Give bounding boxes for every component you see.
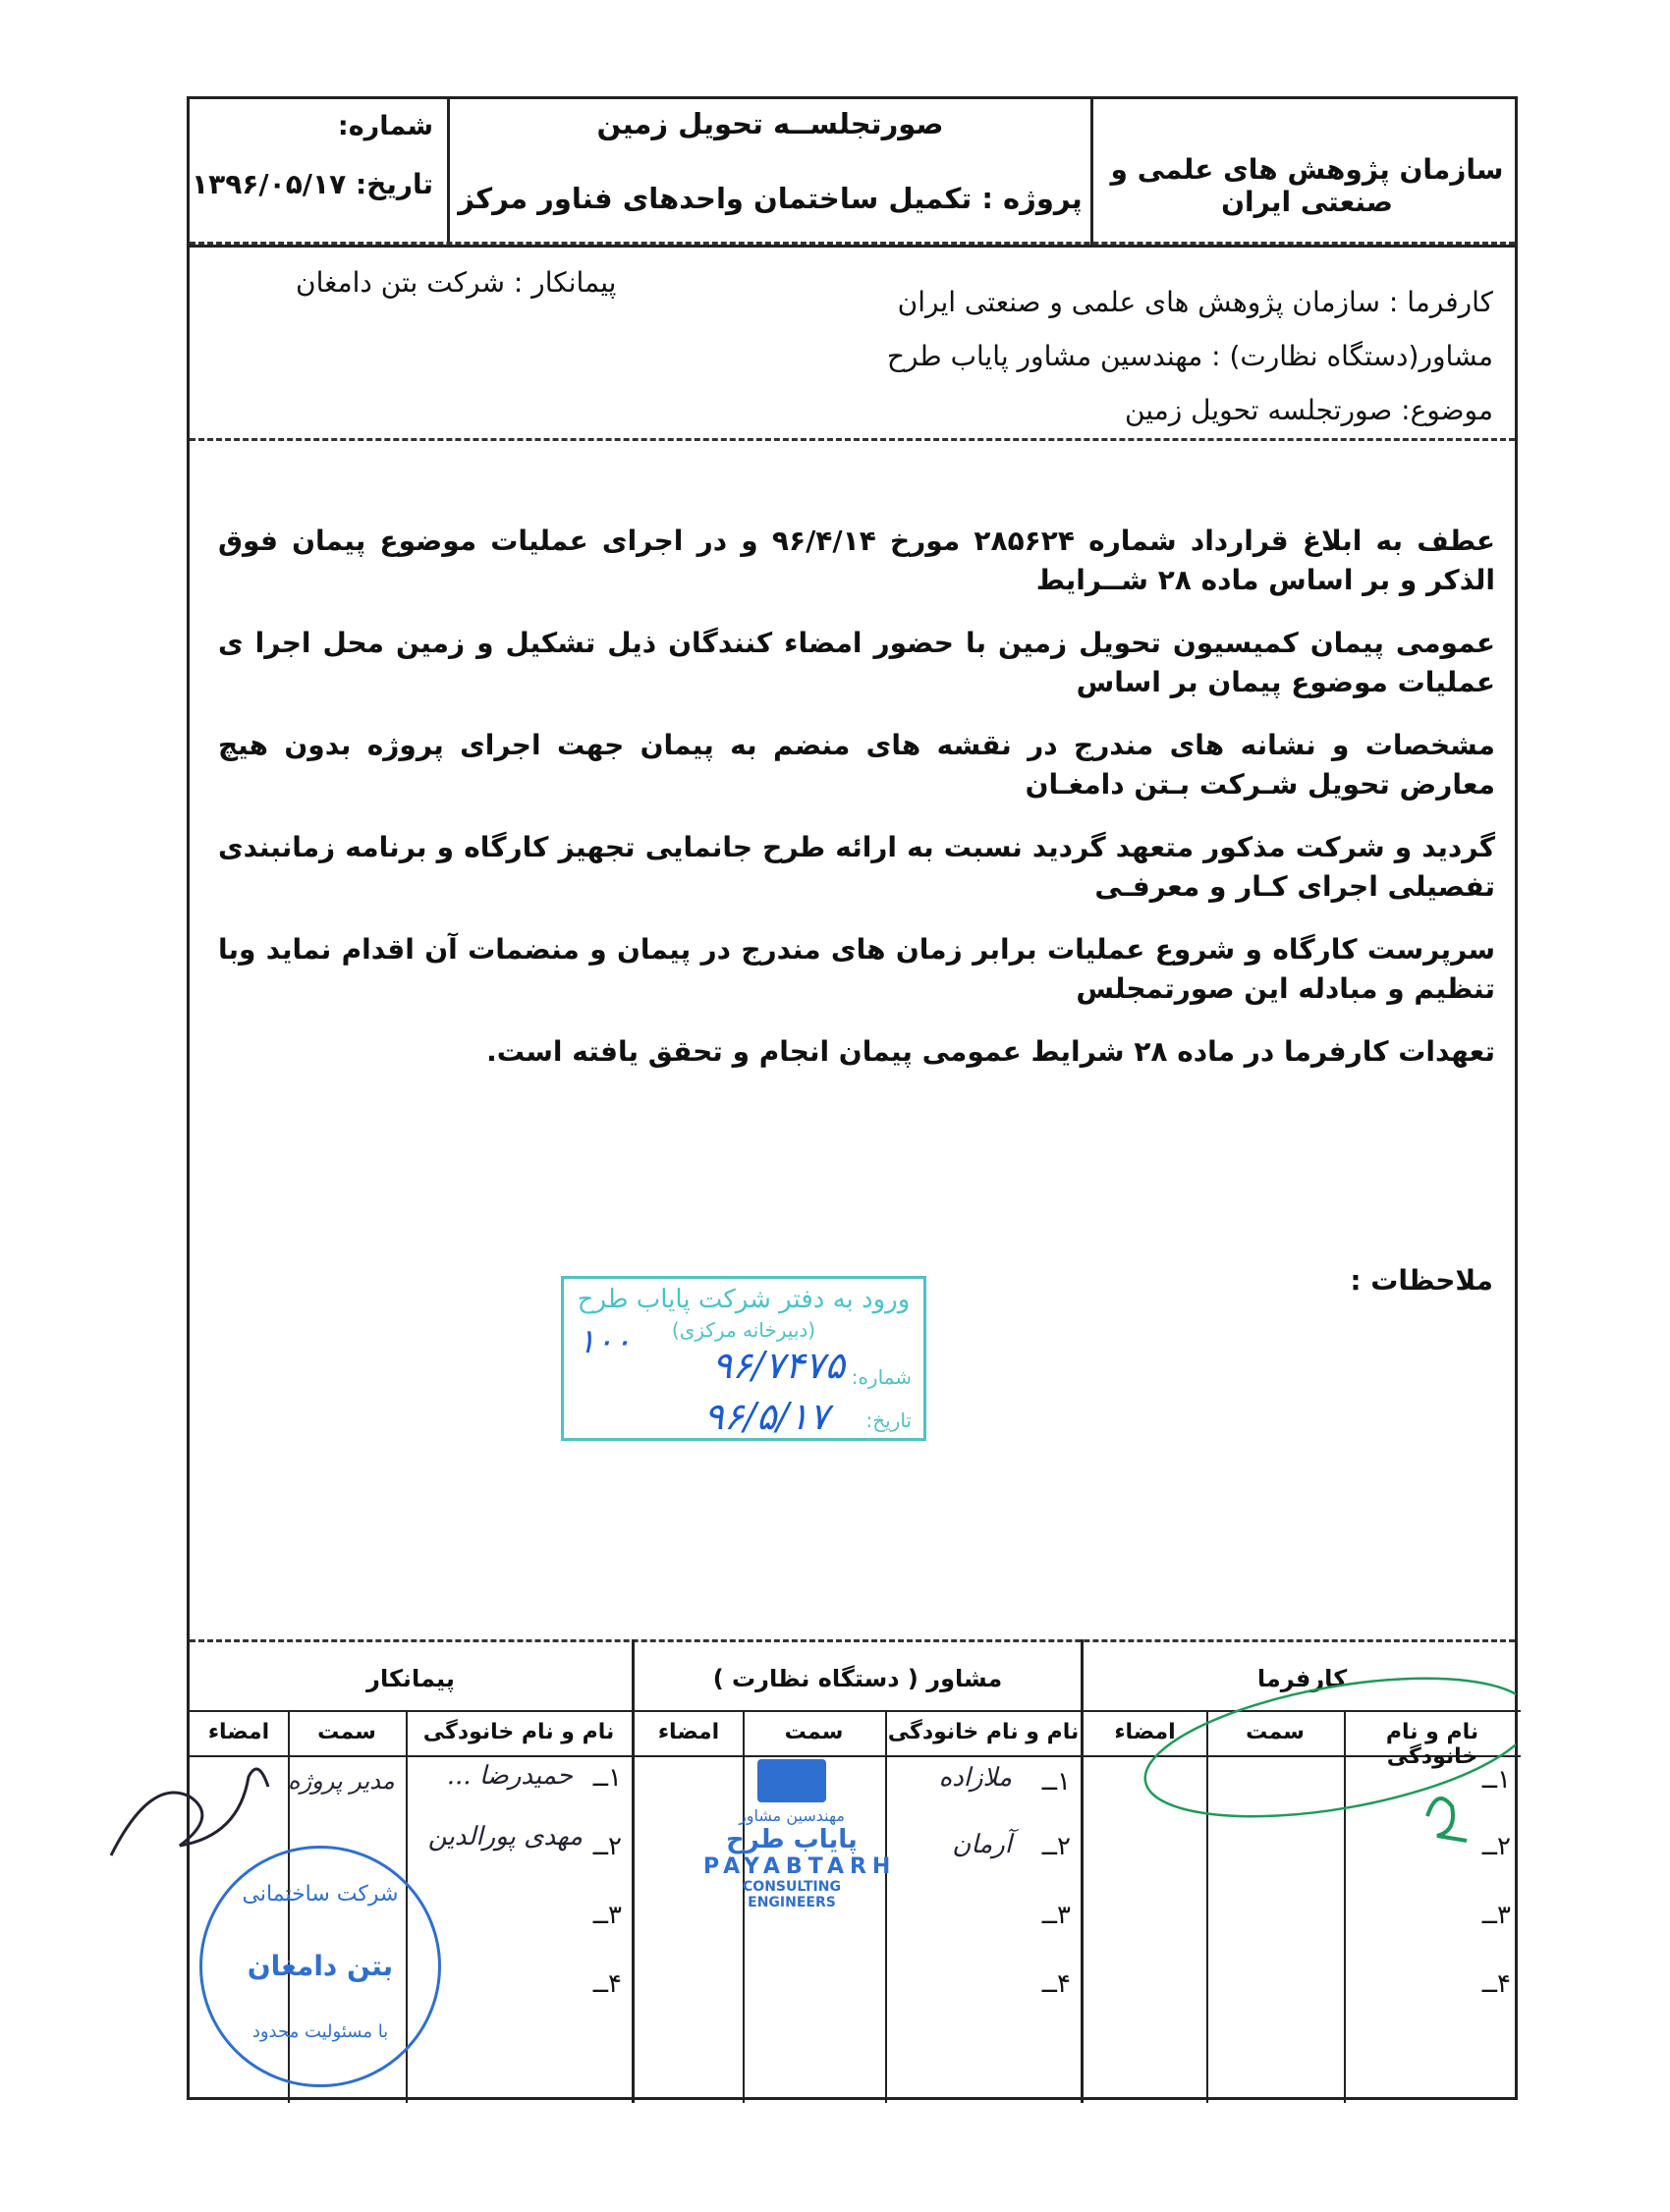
registry-stamp [561, 1276, 926, 1441]
contractor-signature [91, 1747, 288, 1875]
header-number-date-cell [190, 99, 447, 245]
contractor-col-sign: امضاء [207, 1720, 270, 1744]
signature-table [190, 1639, 1515, 2103]
logo-brand: پایاب طرح [726, 1825, 858, 1854]
logo-en1: PAYABTARH [703, 1854, 897, 1879]
stamp-line1: ورود به دفتر شرکت پایاب طرح [577, 1285, 911, 1314]
body-line: عمومی پیمان کمیسیون تحویل زمین با حضور امضاء کنندگان ذیل تشکیل و زمین محل اجرا ی عملیات موضوع پیمان بر اساس [218, 627, 1495, 698]
contractor-row-2: ۲ــ [592, 1832, 622, 1861]
contractor-name-2: مهدی پورالدین [427, 1822, 583, 1852]
consultant-line: مشاور(دستگاه نظارت) : مهندسین مشاور پایاب طرح [886, 340, 1493, 372]
consultant-col-sign: امضاء [657, 1720, 720, 1744]
employer-row-4: ۴ــ [1481, 1969, 1511, 1999]
company-round-stamp [199, 1846, 441, 2087]
stamp-line2: (دبیرخانه مرکزی) [671, 1318, 816, 1342]
round-stamp-line1: شرکت ساختمانی [242, 1882, 399, 1907]
consultant-row-1: ۱ــ [1041, 1767, 1071, 1797]
stamp-date-label: تاریخ: [865, 1409, 912, 1432]
payabtarh-logo [703, 1759, 897, 1910]
contractor-name-1: حمیدرضا ... [446, 1761, 573, 1791]
contractor-row-1: ۱ــ [592, 1763, 622, 1793]
consultant-group-title: مشاور ( دستگاه نظارت ) [712, 1665, 1003, 1692]
employer-col-sign: امضاء [1114, 1720, 1176, 1744]
consultant-header-line [635, 1755, 1081, 1757]
logo-en2: CONSULTING ENGINEERS [743, 1879, 841, 1910]
info-dashed-divider [190, 438, 1515, 441]
employer-row-3: ۳ــ [1481, 1901, 1511, 1930]
logo-mark-icon [757, 1759, 826, 1802]
consultant-col-divider [885, 1710, 887, 2103]
header-title-cell [447, 99, 1090, 245]
contractor-signature-group [190, 1639, 632, 2103]
organization-name: سازمان پژوهش های علمی و صنعتی ایران [1110, 153, 1504, 218]
employer-line: کارفرما : سازمان پژوهش های علمی و صنعتی ایران [897, 286, 1493, 318]
document-page [187, 96, 1518, 2100]
employer-col-role: سمت [1246, 1720, 1305, 1744]
contractor-role: مدیر پروژه [288, 1767, 395, 1795]
date-line: تاریخ: ۱۳۹۶/۰۵/۱۷ [192, 168, 433, 200]
body-line: مشخصات و نشانه های مندرج در نقشه های منضم به پیمان جهت اجرای پروژه بدون هیچ معارض تحویل شـرکت بـتن دامغـان [218, 729, 1495, 801]
body-line: تعهدات کارفرما در ماده ۲۸ شرایط عمومی پیمان انجام و تحقق یافته است. [486, 1035, 1495, 1068]
green-signature-loop [1103, 1669, 1516, 1855]
project-title: پروژه : تکمیل ساختمان واحدهای فناور مرکز [458, 182, 1083, 215]
consultant-row-3: ۳ــ [1041, 1901, 1071, 1930]
header [190, 99, 1515, 248]
employer-signature-group [1084, 1639, 1521, 2103]
consultant-col-name: نام و نام خانودگی [887, 1720, 1080, 1744]
round-stamp-line2: بتن دامغان [247, 1950, 394, 1982]
consultant-row-2: ۲ــ [1041, 1832, 1071, 1861]
consultant-name-1: ملازاده [938, 1763, 1012, 1793]
consultant-name-2: آرمان [952, 1830, 1012, 1859]
stamp-number-label: شماره: [851, 1365, 912, 1389]
stamp-number-extra: ۱۰۰ [578, 1322, 632, 1361]
consultant-header-line [635, 1710, 1081, 1712]
document-title: صورتجلســه تحویل زمین [596, 107, 944, 140]
number-label: شماره: [337, 111, 433, 141]
subject-line: موضوع: صورتجلسه تحویل زمین [1124, 394, 1493, 426]
employer-col-name: نام و نام خانودگی [1385, 1720, 1479, 1769]
round-stamp-line3: با مسئولیت محدود [251, 2021, 389, 2042]
contractor-line: پیمانکار : شرکت بتن دامغان [296, 266, 617, 299]
header-organization-cell [1090, 99, 1521, 245]
stamp-number-handwritten: ۹۶/۷۴۷۵ [711, 1344, 845, 1387]
employer-group-title: کارفرما [1256, 1665, 1348, 1692]
logo-text: مهندسین مشاور [739, 1806, 845, 1825]
consultant-row-4: ۴ــ [1041, 1969, 1071, 1999]
contractor-header-line [190, 1710, 632, 1712]
employer-row-1: ۱ــ [1481, 1765, 1511, 1795]
stamp-date-handwritten: ۹۶/۵/۱۷ [703, 1395, 829, 1438]
consultant-signature-group [632, 1639, 1084, 2103]
header-dashed-divider [190, 242, 1515, 245]
body-line: سرپرست کارگاه و شروع عملیات برابر زمان های مندرج در پیمان و منضمات آن اقدام نماید وبا تنظیم و مبادله این صورتمجلس [218, 933, 1495, 1005]
contractor-row-4: ۴ــ [592, 1969, 622, 1999]
contractor-row-3: ۳ــ [592, 1901, 622, 1930]
body-line: گردید و شرکت مذکور متعهد گردید نسبت به ارائه طرح جانمایی تجهیز کارگاه و برنامه زمانبندی تفصیلی اجرای کـار و معرفـی [218, 831, 1495, 903]
body-paragraph [218, 522, 1495, 1134]
employer-row-2: ۲ــ [1481, 1832, 1511, 1861]
contractor-group-title: پیمانکار [366, 1665, 455, 1692]
body-line: عطف به ابلاغ قرارداد شماره ۲۸۵۶۲۴ مورخ ۹۶/۴/۱۴ و در اجرای عملیات موضوع پیمان فوق الذکر و بر اساس ماده ۲۸ شــرایط [218, 525, 1496, 596]
consultant-col-role: سمت [784, 1720, 844, 1744]
contractor-col-role: سمت [317, 1720, 376, 1744]
notes-label: ملاحظات : [1350, 1264, 1493, 1297]
contractor-col-name: نام و نام خانودگی [422, 1720, 615, 1744]
